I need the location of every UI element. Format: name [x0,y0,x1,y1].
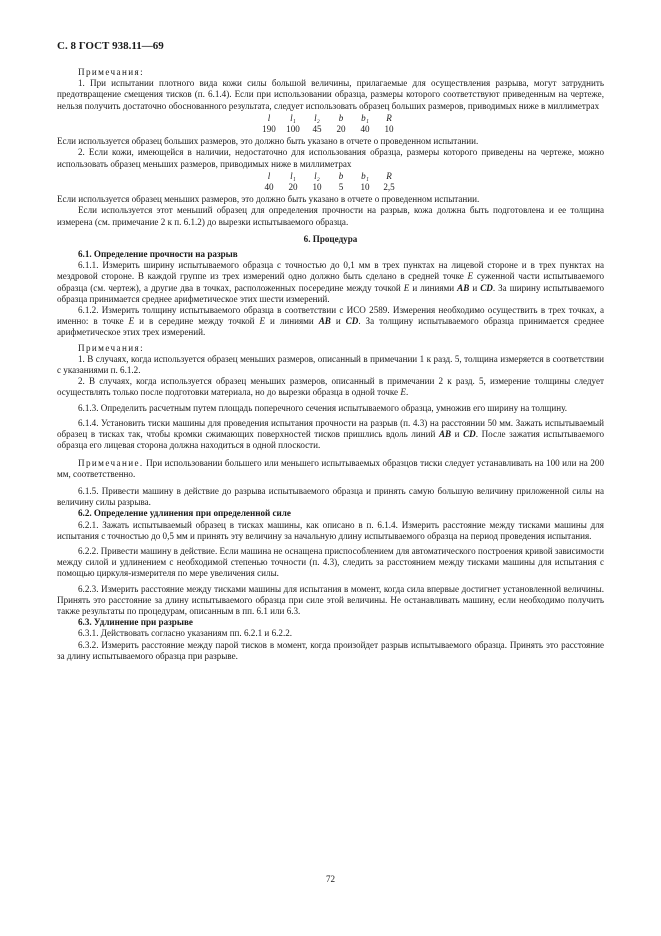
paragraph-6-3-1: 6.3.1. Действовать согласно указаниям пп. 6.2.1 и 6.2.2. [78,628,293,639]
dim-value: 20 [336,124,346,135]
dim-value: 40 [360,124,370,135]
dim-value: 100 [286,124,300,135]
dim-value: 10 [384,124,394,135]
notes-title: Примечания: [78,67,144,77]
large-sample-dimensions-table [257,113,401,135]
subsection-6-2-title: 6.2. Определение удлинения при определенной силе [78,508,291,519]
note-2-extra: Если используется этот меньший образец для определения прочности на разрыв, кожа должна быть подготовлена и ее толщина измерена (см. примечание 2 к п. 6.1.2) до вырезки испытываемого образца. [57,205,604,227]
notes-2-item-1: 1. В случаях, когда используется образец меньших размеров, описанный в примечании 1 к разд. 5, толщина измеряется в соответствии с указаниями п. 6.1.2. [57,353,604,376]
paragraph-6-2-3: 6.2.3. Измерить расстояние между тисками машины для испытания в момент, когда сила впервые достигнет установленной величины. Принять это расстояние за длину испытываемого образца при силе этой величины. Не останавливать машину, если необходимо получить также результаты по процедурам, описанным в пп. 6.1 или 6.3. [57,583,604,616]
note-2-after: Если используется образец меньших размеров, это должно быть указано в отчете о проведенном испытании. [57,194,480,205]
subsection-6-3-title: 6.3. Удлинение при разрыве [78,617,193,628]
dim-header: R [386,170,392,181]
dim-value: 10 [360,182,370,193]
dim-value: 2,5 [383,182,395,193]
dim-header: l₂ [314,170,320,181]
dim-header: R [386,112,392,123]
section-6-title: 6. Процедура [303,233,358,244]
paragraph-6-2-2: 6.2.2. Привести машину в действие. Если машина не оснащена приспособлением для автоматического построения кривой зависимости между силой и удлинением с необходимой степенью точности (п. 4.3), следить за расстоянием между тисками машины для испытания с помощью циркуля-измерителя по мере увеличения силы. [57,545,604,579]
paragraph-6-3-2: 6.3.2. Измерить расстояние между парой тисков в момент, когда произойдет разрыв испытываемого образца. Принять это расстояние за длину испытываемого образца при разрыве. [57,639,604,661]
paragraph-6-1-4: 6.1.4. Установить тиски машины для проведения испытания прочности на разрыв (п. 4.3) на расстоянии 50 мм. Зажать испытываемый образец в тисках так, чтобы кромки сжимающих поверхностей тисков пришлись вдоль линий AB и CD. После зажатия испытываемого образца его лицевая сторона должна находиться в одной плоскости. [57,417,605,451]
notes-2-title: Примечания: [78,342,144,353]
note-3: Примечание. При использовании большего или меньшего испытываемых образцов тиски следует устанавливать на 100 или на 200 мм, соответственно. [57,457,604,479]
dim-header: l [267,112,271,123]
dim-header: b [338,112,344,123]
dim-header: l [267,170,271,181]
notes-2-item-2: 2. В случаях, когда используется образец меньших размеров, описанный в примечании 2 к разд. 5, измерение толщины следует осуществлять только после подготовки материала, но до вырезки образца в одной точке E. [57,376,604,398]
paragraph-6-1-3: 6.1.3. Определить расчетным путем площадь поперечного сечения испытываемого образца, умножив его ширину на толщину. [78,402,568,413]
note-1-after: Если используется образец больших размеров, это должно быть указано в отчете о проведенном испытании. [57,136,479,147]
subsection-6-1-title: 6.1. Определение прочности на разрыв [78,249,238,260]
dim-value: 10 [312,182,322,193]
paragraph-6-1-1: 6.1.1. Измерить ширину испытываемого образца с точностью до 0,1 мм в трех пунктах на лицевой стороне и в трех пунктах на мездровой стороне. В каждой группе из трех измерений одно должно быть сделано в средней точке E суженной части испытываемого образца (см. чертеж), а другие два в точках, расположенных посередине между точкой E и линиями AB и CD. За ширину испытываемого образца принимается среднее арифметическое этих шести измерений. [57,260,605,304]
dim-value: 45 [312,124,322,135]
dim-header: b₁ [361,112,369,123]
paragraph-6-1-5: 6.1.5. Привести машину в действие до разрыва испытываемого образца и принять самую большую величину приложенной силы на величину силы разрыва. [57,485,604,508]
dim-header: b [338,170,344,181]
dim-header: b₁ [361,170,369,181]
note-2: 2. Если кожи, имеющейся в наличии, недостаточно для использования образца, размеры которого приведены на чертеже, можно использовать образец меньших размеров, приводимых ниже в миллиметрах [57,147,604,169]
small-sample-dimensions-table [257,171,401,193]
dim-header: l₂ [314,112,320,123]
paragraph-6-1-2: 6.1.2. Измерить толщину испытываемого образца в соответствии с ИСО 2589. Измерения необходимо осуществить в трех точках, а именно: в точке E и в середине между точкой E и линиями AB и CD. За толщину испытываемого образца принимается среднее арифметическое этих трех измерений. [57,305,604,338]
page-number: 72 [325,874,336,884]
dim-value: 20 [288,182,298,193]
dim-header: l₁ [290,112,296,123]
dim-value: 190 [262,124,276,135]
page-header: С. 8 ГОСТ 938.11—69 [57,40,164,52]
note-1: 1. При испытании плотного вида кожи силы большой величины, прилагаемые для осуществления разрыва, могут затруднить предотвращение смещения тисков (п. 6.1.4). Если при использовании образца, размеры которого соответствуют приведенным на чертеже, нельзя получить достаточно обоснованного результата, следует использовать образец больших размеров, приводимых ниже в миллиметрах [57,78,604,111]
dim-value: 40 [264,182,274,193]
dim-header: l₁ [290,170,296,181]
paragraph-6-2-1: 6.2.1. Зажать испытываемый образец в тисках машины, как описано в п. 6.1.4. Измерить расстояние между тисками машины для испытания с точностью до 0,5 мм и принять эту величину за начальную длину испытываемого образца на период проведения испытания. [57,519,604,541]
dim-value: 5 [338,182,344,193]
